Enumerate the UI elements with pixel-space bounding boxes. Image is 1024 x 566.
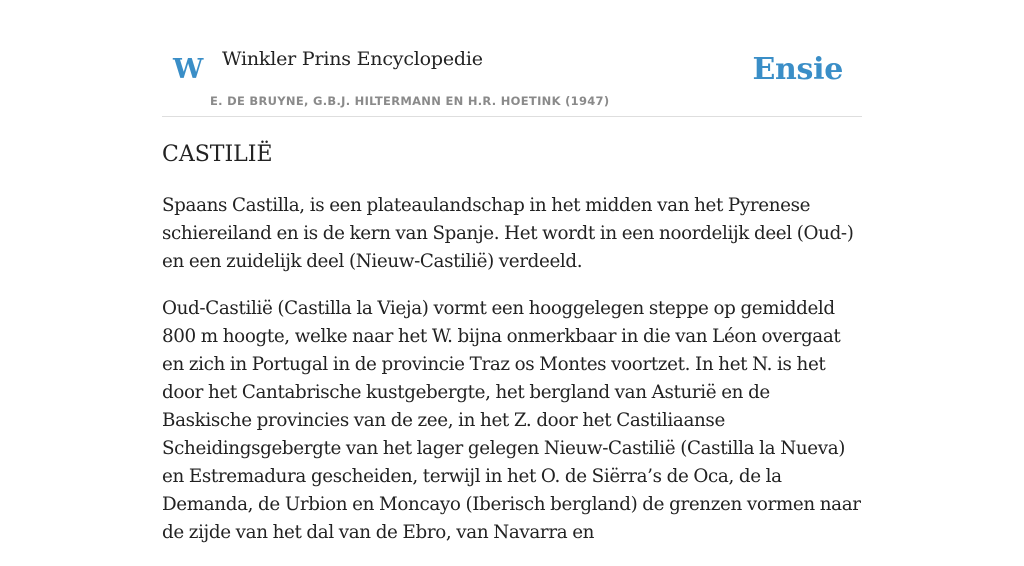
encyclopedia-title[interactable]: Winkler Prins Encyclopedie bbox=[222, 48, 483, 70]
site-header bbox=[162, 0, 862, 117]
page bbox=[162, 0, 862, 543]
winkler-prins-logo[interactable]: W bbox=[173, 54, 204, 85]
article-paragraph: Oud-Castilië (Castilla la Vieja) vormt een hooggelegen steppe op gemiddeld 800 m hoogte, welke naar het W. bijna onmerkbaar in die van Léon overgaat en zich in Portugal in de provincie Traz os Montes voortzet. In het N. is het door het Cantabrische kustgebergte, het bergland van Asturië en de Baskische provincies van de zee, in het Z. door het Castiliaanse Scheidingsgebergte van het lager gelegen Nieuw-Castilië (Castilla la Nueva) en Estremadura gescheiden, terwijl in het O. de Siërra’s de Oca, de la Demanda, de Urbion en Moncayo (Iberisch bergland) de grenzen vormen naar de zijde van het dal van de Ebro, van Navarra en bbox=[162, 298, 861, 543]
article-body bbox=[162, 192, 862, 566]
article-paragraph: Spaans Castilla, is een plateaulandschap in het midden van het Pyrenese schiereiland en is de kern van Spanje. Het wordt in een noordelijk deel (Oud-) en een zuidelijk deel (Nieuw-Castilië) verdeeld. bbox=[162, 195, 854, 272]
article-title: CASTILIË bbox=[162, 142, 273, 167]
authors-byline: E. DE BRUYNE, G.B.J. HILTERMANN EN H.R. HOETINK (1947) bbox=[210, 94, 610, 108]
ensie-logo[interactable]: Ensie bbox=[752, 52, 843, 87]
